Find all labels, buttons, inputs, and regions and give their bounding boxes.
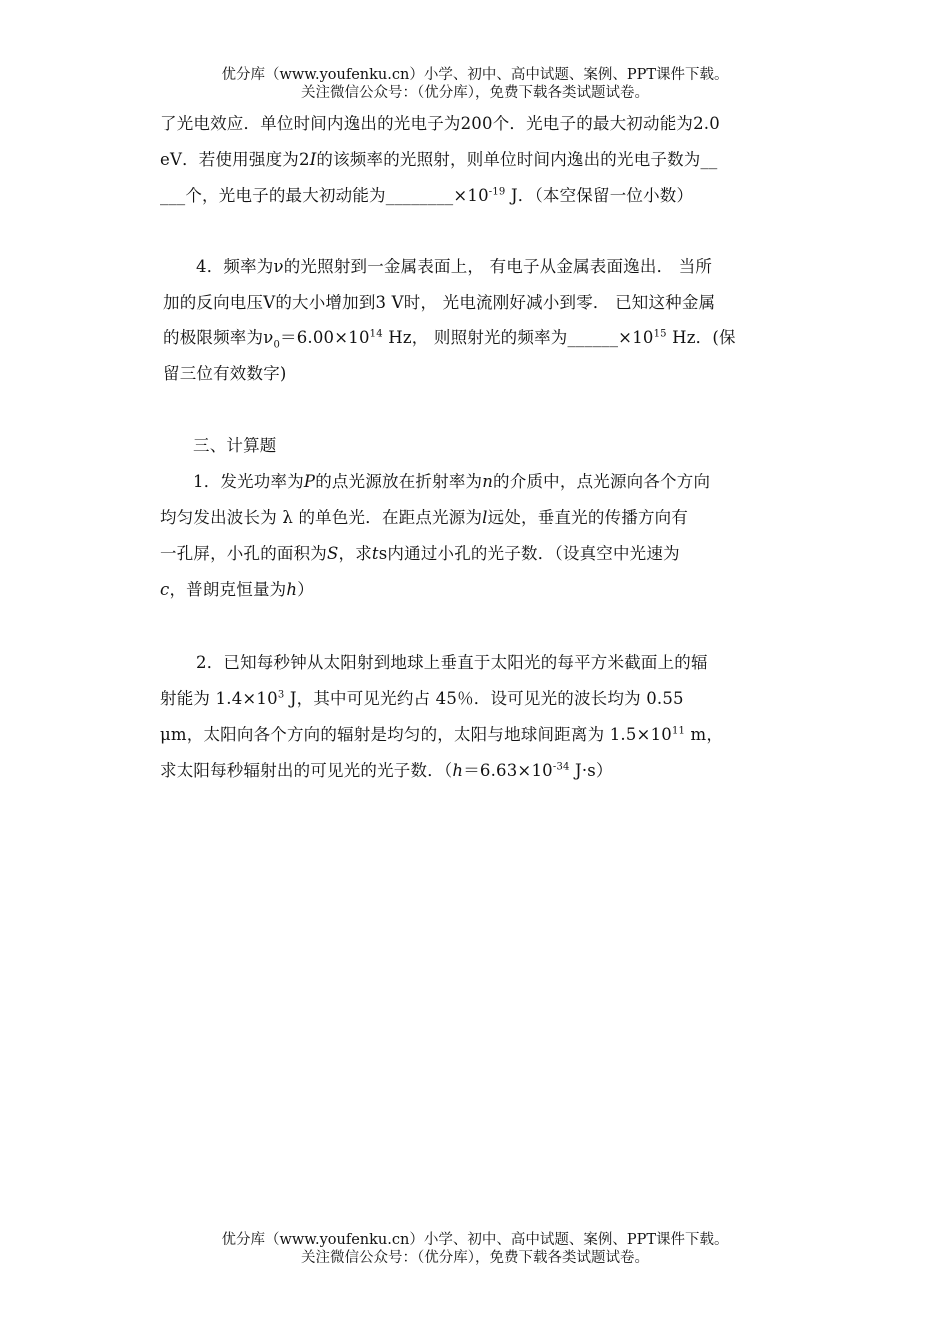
c1-text-3a: 一孔屏，小孔的面积为 — [160, 544, 327, 563]
c2-text-4b: ＝6.63×10 — [463, 761, 553, 780]
c1-var-S: S — [327, 544, 339, 563]
c2-line-2 — [160, 685, 684, 709]
header-line-1: 优分库（www.youfenku.cn）小学、初中、高中试题、案例、PPT课件下载。 — [221, 67, 729, 83]
q3-line-1 — [160, 110, 720, 134]
c2-text-4a: 求太阳每秒辐射出的可见光的光子数．（ — [160, 761, 453, 780]
q3-text-2a: eV．若使用强度为2 — [160, 150, 310, 169]
c2-exponent-1: 3 — [277, 689, 285, 701]
q4-text-3a: 的极限频率为ν — [163, 328, 274, 347]
c1-text-1c: 的介质中，点光源向各个方向 — [493, 472, 711, 491]
c1-line-2 — [160, 504, 688, 528]
c2-line-3 — [160, 721, 723, 745]
q3-var-I: I — [309, 150, 317, 169]
c1-text-1a: 1．发光功率为 — [193, 472, 304, 491]
c1-var-l: l — [482, 508, 488, 527]
c2-exponent-3: -34 — [552, 761, 570, 773]
footer-line-2: 关注微信公众号：（优分库），免费下载各类试题试卷。 — [301, 1250, 649, 1266]
q3-line-3 — [160, 182, 693, 206]
q4-text-3c: Hz， 则照射光的频率为______×10 — [382, 328, 654, 347]
c2-text-1: 2．已知每秒钟从太阳射到地球上垂直于太阳光的每平方米截面上的辐 — [196, 653, 708, 672]
c2-exponent-2: 11 — [671, 725, 686, 737]
q3-exponent: -19 — [488, 186, 506, 198]
c2-text-3a: μm，太阳向各个方向的辐射是均匀的，太阳与地球间距离为 1.5×10 — [160, 725, 672, 744]
footer-line-1: 优分库（www.youfenku.cn）小学、初中、高中试题、案例、PPT课件下载。 — [221, 1232, 729, 1248]
c1-var-c: c — [160, 580, 170, 599]
c1-text-3c: s内通过小孔的光子数．（设真空中光速为 — [378, 544, 680, 563]
q3-line-2 — [160, 146, 717, 170]
q4-text-3b: ＝6.00×10 — [280, 328, 370, 347]
c1-line-3 — [160, 540, 680, 564]
q4-text-1: 4．频率为ν的光照射到一金属表面上， 有电子从金属表面逸出． 当所 — [196, 257, 713, 276]
c1-text-3b: ，求 — [338, 544, 372, 563]
c1-text-2b: 远处，垂直光的传播方向有 — [487, 508, 689, 527]
q4-line-4 — [163, 360, 287, 384]
c1-var-P: P — [303, 472, 316, 491]
c2-text-2a: 射能为 1.4×10 — [160, 689, 278, 708]
page-footer — [0, 1231, 950, 1267]
q4-text-3d: Hz．(保 — [666, 328, 736, 347]
c1-text-1b: 的点光源放在折射率为 — [315, 472, 483, 491]
c1-var-n: n — [482, 472, 494, 491]
c1-text-4a: ，普朗克恒量为 — [169, 580, 287, 599]
q3-text-2c: 的该频率的光照射，则单位时间内逸出的光电子数为__ — [316, 150, 718, 169]
c2-text-4c: J·s） — [569, 761, 613, 780]
q4-exponent-2: 15 — [653, 328, 667, 340]
c2-line-1 — [196, 649, 708, 673]
c2-line-4 — [160, 757, 613, 781]
q4-subscript: 0 — [273, 339, 280, 351]
c1-text-4b: ） — [297, 580, 314, 599]
q3-text-3a: ___个，光电子的最大初动能为________×10 — [160, 186, 489, 205]
c1-var-h: h — [286, 580, 298, 599]
c2-text-2b: J，其中可见光约占 45％．设可见光的波长均为 0.55 — [284, 689, 684, 708]
q3-text-1: 了光电效应．单位时间内逸出的光电子为200个．光电子的最大初动能为2.0 — [160, 114, 720, 133]
page-header — [0, 66, 950, 102]
q4-text-4: 留三位有效数字) — [163, 364, 287, 383]
header-line-2: 关注微信公众号：（优分库），免费下载各类试题试卷。 — [301, 85, 649, 101]
c1-text-2a: 均匀发出波长为 λ 的单色光．在距点光源为 — [160, 508, 483, 527]
c2-var-h: h — [452, 761, 464, 780]
c1-var-t: t — [371, 544, 379, 563]
q4-exponent-1: 14 — [369, 328, 383, 340]
c1-line-1 — [193, 468, 710, 492]
q4-line-3 — [163, 324, 736, 351]
q4-text-2: 加的反向电压V的大小增加到3 V时， 光电流刚好减小到零． 已知这种金属 — [163, 293, 716, 312]
q4-line-1 — [196, 253, 712, 277]
c1-line-4 — [160, 576, 314, 600]
q4-line-2 — [163, 289, 715, 313]
q3-text-3b: J．（本空保留一位小数） — [505, 186, 694, 205]
c2-text-3b: m， — [685, 725, 724, 744]
section-title: 三、计算题 — [193, 436, 277, 455]
